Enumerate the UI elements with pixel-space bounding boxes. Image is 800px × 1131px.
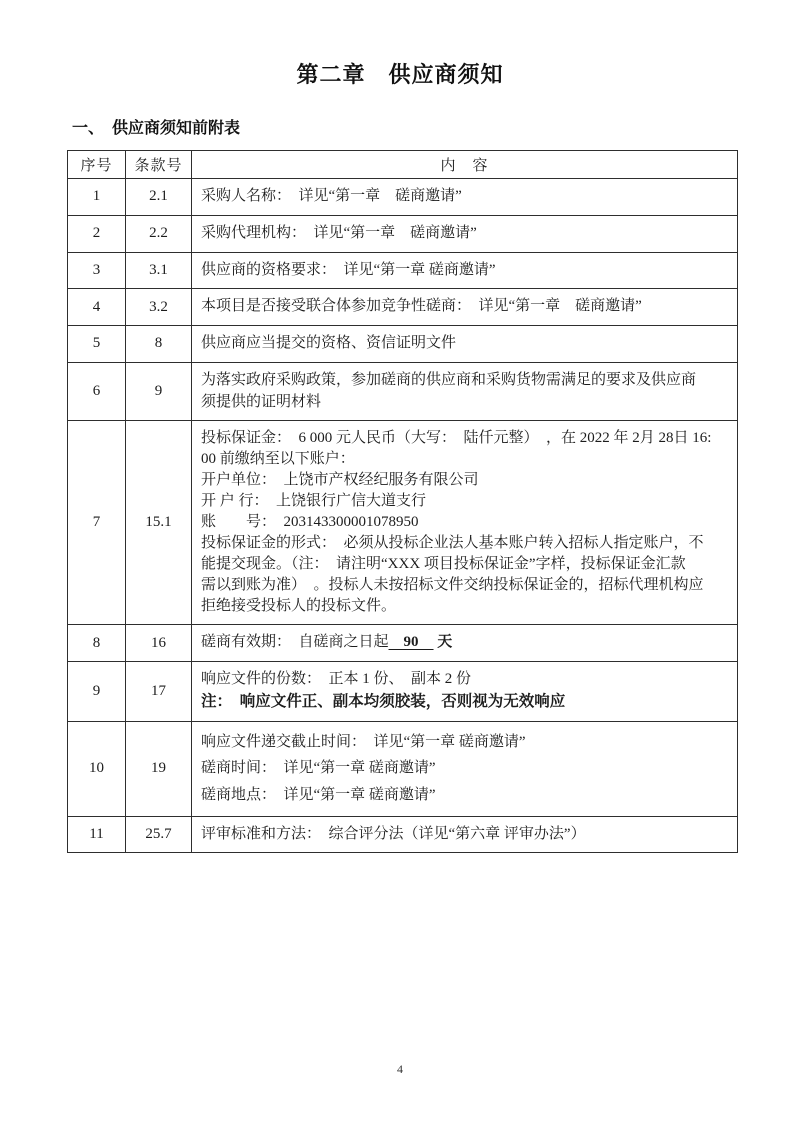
content-line — [201, 449, 727, 470]
content-line — [201, 186, 727, 208]
header-content: 内 容 — [192, 151, 738, 179]
content-segment: 供应商的资格要求： 详见“第一章 磋商邀请” — [201, 261, 496, 278]
table-row — [68, 362, 738, 421]
row-seq: 6 — [68, 362, 126, 421]
content-line — [201, 533, 727, 554]
content-segment: 00 前缴纳至以下账户： — [201, 451, 355, 468]
table-row — [68, 326, 738, 363]
row-clause: 17 — [126, 662, 192, 722]
row-content — [192, 215, 738, 252]
table-row — [68, 179, 738, 216]
content-segment: 评审标准和方法： 综合评分法（详见“第六章 评审办法”） — [201, 825, 586, 842]
content-segment: 拒绝接受投标人的投标文件。 — [201, 598, 397, 615]
content-line — [201, 596, 727, 617]
row-clause: 3.1 — [126, 252, 192, 289]
content-segment: 天 — [433, 634, 453, 651]
content-segment: 采购代理机构： 详见“第一章 磋商邀请” — [201, 224, 477, 241]
content-segment: 账 号： 203143300001078950 — [201, 514, 419, 531]
content-line — [201, 691, 727, 714]
content-line — [201, 575, 727, 596]
row-clause: 8 — [126, 326, 192, 363]
row-content — [192, 362, 738, 421]
content-segment: 注： 响应文件正、副本均须胶装，否则视为无效响应 — [201, 692, 566, 710]
content-segment: 磋商地点： 详见“第一章 磋商邀请” — [201, 786, 436, 803]
content-segment: 磋商有效期： 自磋商之日起 — [201, 634, 389, 651]
row-seq: 11 — [68, 816, 126, 853]
row-seq: 7 — [68, 421, 126, 625]
row-content — [192, 816, 738, 853]
row-clause: 3.2 — [126, 289, 192, 326]
content-line — [201, 296, 727, 318]
row-seq: 9 — [68, 662, 126, 722]
page-number: 4 — [397, 1062, 403, 1076]
table-row — [68, 252, 738, 289]
content-line — [201, 260, 727, 282]
page-title: 第二章 供应商须知 — [296, 62, 504, 87]
row-seq: 10 — [68, 721, 126, 816]
content-segment: 需以到账为准） 。投标人未按招标文件交纳投标保证金的，招标代理机构应 — [201, 577, 704, 594]
row-clause: 16 — [126, 625, 192, 662]
content-segment: 采购人名称： 详见“第一章 磋商邀请” — [201, 188, 462, 204]
row-content — [192, 289, 738, 326]
content-segment: 为落实政府采购政策，参加磋商的供应商和采购货物需满足的要求及供应商 — [201, 371, 697, 388]
content-line — [201, 782, 727, 809]
content-line — [201, 554, 727, 575]
content-line — [201, 491, 727, 512]
row-content — [192, 625, 738, 662]
content-segment: 供应商应当提交的资格、资信证明文件 — [201, 335, 457, 351]
row-content — [192, 662, 738, 722]
row-seq: 5 — [68, 326, 126, 363]
table-header-row — [68, 151, 738, 179]
table-row — [68, 289, 738, 326]
row-clause: 25.7 — [126, 816, 192, 853]
row-content — [192, 721, 738, 816]
row-content — [192, 252, 738, 289]
content-line — [201, 223, 727, 245]
row-content — [192, 421, 738, 625]
content-segment: 响应文件的份数： 正本 1 份、 副本 2 份 — [201, 671, 472, 687]
content-segment: 磋商时间： 详见“第一章 磋商邀请” — [201, 760, 436, 777]
content-line — [201, 729, 727, 756]
content-segment: 须提供的证明材料 — [201, 393, 322, 410]
row-seq: 1 — [68, 179, 126, 216]
content-line — [201, 669, 727, 691]
content-line — [201, 632, 727, 654]
content-line — [201, 392, 727, 414]
content-segment: 能提交现金。（注： 请注明“XXX 项目投标保证金”字样，投标保证金汇款 — [201, 556, 686, 573]
row-content — [192, 179, 738, 216]
content-segment: 投标保证金的形式： 必须从投标企业法人基本账户转入招标人指定账户，不 — [201, 535, 704, 552]
row-content — [192, 326, 738, 363]
table-body — [68, 179, 738, 853]
row-clause: 2.1 — [126, 179, 192, 216]
row-seq: 2 — [68, 215, 126, 252]
content-line — [201, 370, 727, 392]
table-row — [68, 662, 738, 722]
content-line — [201, 512, 727, 533]
row-seq: 8 — [68, 625, 126, 662]
content-segment: 开 户 行： 上饶银行广信大道支行 — [201, 493, 427, 510]
row-clause: 15.1 — [126, 421, 192, 625]
table-row — [68, 816, 738, 853]
content-segment: 开户单位： 上饶市产权经纪服务有限公司 — [201, 472, 479, 489]
table-row — [68, 215, 738, 252]
row-clause: 19 — [126, 721, 192, 816]
row-clause: 9 — [126, 362, 192, 421]
content-segment: 90 — [388, 634, 434, 651]
content-line — [201, 755, 727, 782]
prelim-table — [67, 150, 738, 853]
row-seq: 3 — [68, 252, 126, 289]
table-row — [68, 721, 738, 816]
content-line — [201, 824, 727, 846]
header-seq: 序号 — [68, 151, 126, 179]
table-row — [68, 421, 738, 625]
header-clause: 条款号 — [126, 151, 192, 179]
content-line — [201, 333, 727, 355]
row-seq: 4 — [68, 289, 126, 326]
content-segment: 响应文件递交截止时间： 详见“第一章 磋商邀请” — [201, 733, 526, 750]
row-clause: 2.2 — [126, 215, 192, 252]
content-line — [201, 428, 727, 449]
table-row — [68, 625, 738, 662]
content-segment: 本项目是否接受联合体参加竞争性磋商： 详见“第一章 磋商邀请” — [201, 298, 642, 315]
section-heading: 一、 供应商须知前附表 — [72, 120, 241, 137]
content-line — [201, 470, 727, 491]
content-segment: 投标保证金： 6 000 元人民币（大写： 陆仟元整） ，在 2022 年 2月 28日 16: — [201, 430, 712, 447]
